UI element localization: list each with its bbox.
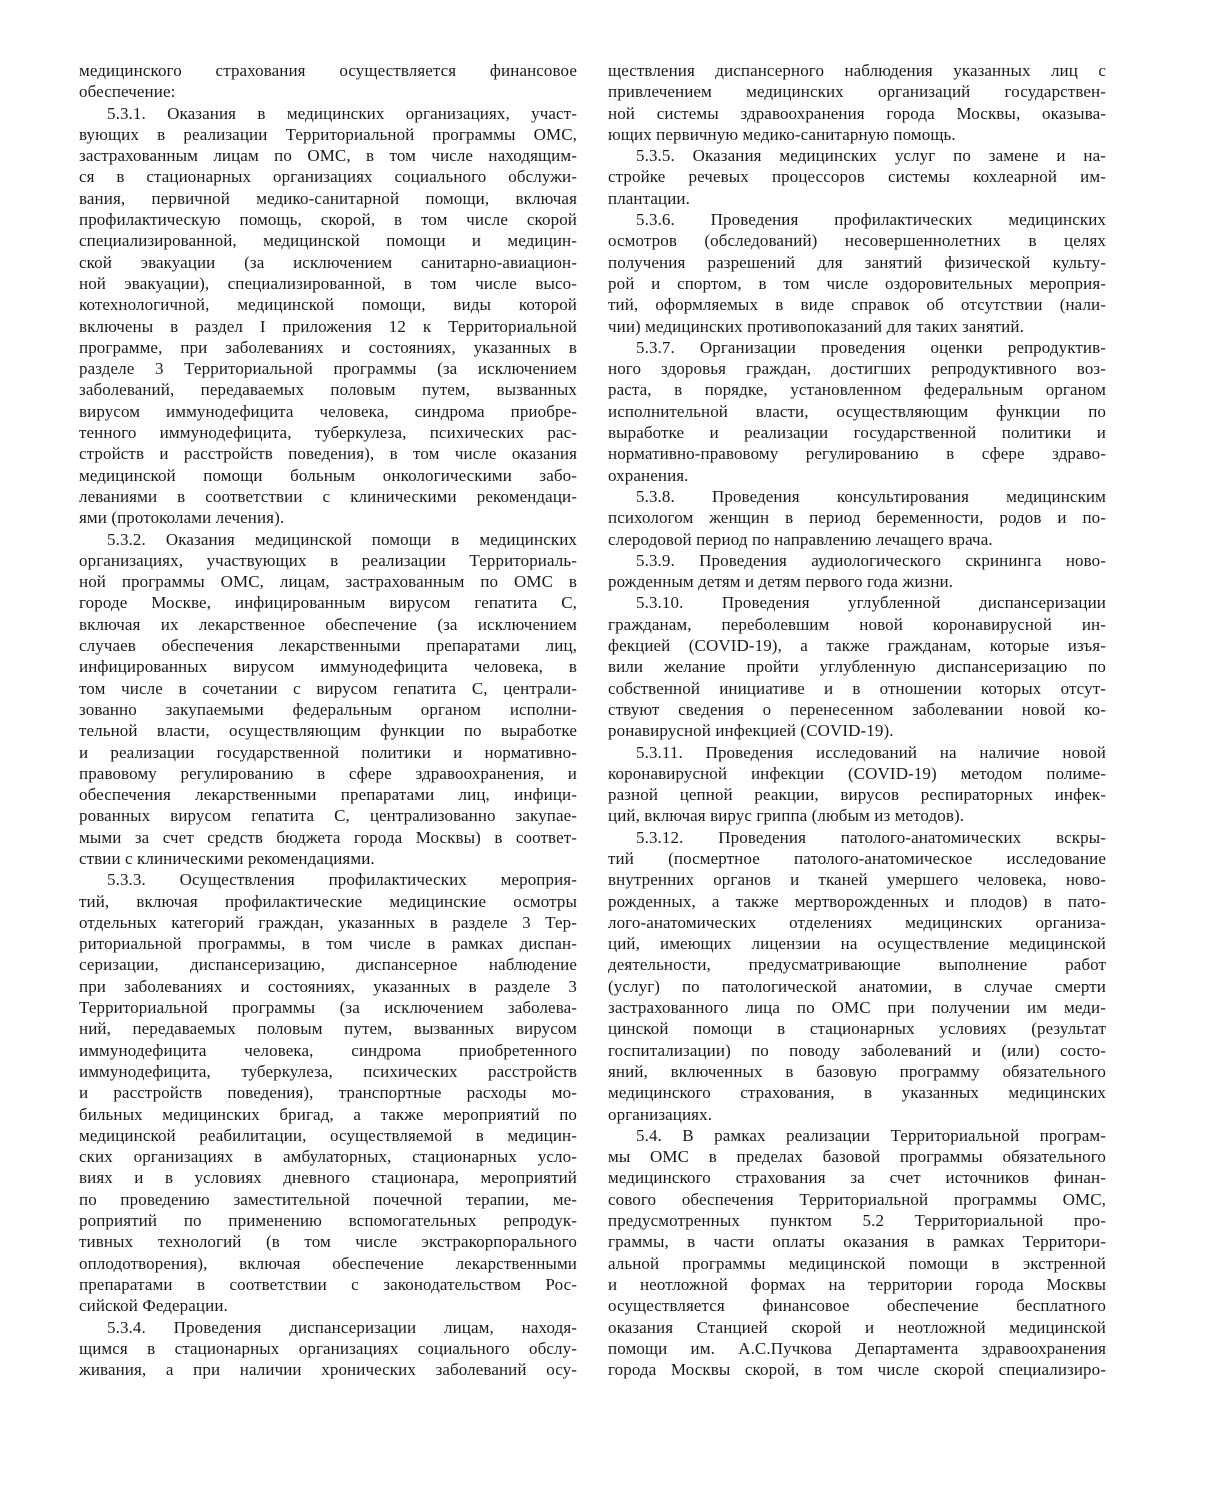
text-line: ний, передаваемых половым путем, вызванных вирусом <box>79 1019 577 1039</box>
text-line: вирусом иммунодефицита человека, синдрома приобре- <box>79 401 577 421</box>
paragraph <box>608 827 1106 1125</box>
text-line: включены в раздел I приложения 12 к Территориальной <box>79 316 577 336</box>
text-line: живания, а при наличии хронических заболеваний осу- <box>79 1360 577 1380</box>
text-line: ронавирусной инфекцией (COVID-19). <box>608 721 894 741</box>
text-line: внутренних органов и тканей умершего человека, ново- <box>608 870 1106 890</box>
text-line: 5.3.7. Организации проведения оценки репродуктив- <box>636 337 1106 357</box>
text-line: организациях, участвующих в реализации Территориаль- <box>79 550 577 570</box>
text-line: 5.3.1. Оказания в медицинских организациях, участ- <box>107 103 577 123</box>
text-column-left <box>79 60 577 1380</box>
text-line: леваниями в соответствии с клиническими рекомендаци- <box>79 486 577 506</box>
text-line: ями (протоколами лечения). <box>79 508 285 528</box>
text-line: граммы, в части оплаты оказания в рамках Территори- <box>608 1232 1106 1252</box>
text-line: 5.3.4. Проведения диспансеризации лицам, находя- <box>107 1317 577 1337</box>
text-line: 5.3.5. Оказания медицинских услуг по замене и на- <box>636 146 1106 166</box>
text-line: тий, включая профилактические медицинские осмотры <box>79 891 577 911</box>
text-line: 5.3.6. Проведения профилактических медицинских <box>636 210 1106 230</box>
text-line: том числе в сочетании с вирусом гепатита С, централи- <box>79 678 577 698</box>
text-line: застрахованным лицам по ОМС, в том числе находящим- <box>79 146 577 166</box>
text-line: 5.3.9. Проведения аудиологического скрининга ново- <box>636 550 1106 570</box>
text-line: охранения. <box>608 465 689 485</box>
text-line: собственной инициативе и в отношении которых отсут- <box>608 678 1106 698</box>
text-line: медицинского страхования осуществляется финансовое <box>79 61 577 80</box>
text-line: (услуг) по патологической анатомии, в случае смерти <box>608 976 1106 996</box>
text-line: ций, имеющих лицензии на осуществление медицинской <box>608 934 1106 954</box>
text-line: ся в стационарных организациях социального обслужи- <box>79 167 577 187</box>
text-line: слеродовой период по направлению лечащего врача. <box>608 529 993 549</box>
text-line: профилактическую помощь, скорой, в том числе скорой <box>79 210 577 230</box>
text-line: ной эвакуации), специализированной, в том числе высо- <box>79 273 577 293</box>
paragraph <box>608 550 1106 593</box>
text-line: ствии с клиническими рекомендациями. <box>79 848 375 868</box>
text-line: медицинской реабилитации, осуществляемой в медицин- <box>79 1125 577 1145</box>
text-line: рожденных, а также мертворожденных и плодов) в пато- <box>608 891 1106 911</box>
text-line: оплодотворения), включая обеспечение лекарственными <box>79 1253 577 1273</box>
text-line: ствуют сведения о перенесенном заболевании новой ко- <box>608 699 1106 719</box>
paragraph <box>79 60 577 103</box>
text-line: щимся в стационарных организациях социального обслу- <box>79 1338 577 1358</box>
text-line: 5.3.11. Проведения исследований на наличие новой <box>636 742 1106 762</box>
text-line: отдельных категорий граждан, указанных в разделе 3 Тер- <box>79 912 577 932</box>
text-line: медицинского страхования за счет источников финан- <box>608 1168 1106 1188</box>
text-line: медицинской помощи больным онкологическими забо- <box>79 465 577 485</box>
text-columns <box>79 60 1106 1380</box>
text-line: разделе 3 Территориальной программы (за исключением <box>79 359 577 379</box>
text-line: Территориальной программы (за исключением заболева- <box>79 998 577 1018</box>
paragraph <box>608 592 1106 741</box>
text-line: сийской Федерации. <box>79 1296 228 1316</box>
text-line: вания, первичной медико-санитарной помощи, включая <box>79 188 577 208</box>
text-line: получения разрешений для занятий физической культу- <box>608 252 1106 272</box>
text-line: зованно закупаемыми федеральным органом исполни- <box>79 699 577 719</box>
text-line: случаев обеспечения лекарственными препаратами лиц, <box>79 636 577 656</box>
text-line: оказания Станцией скорой и неотложной медицинской <box>608 1317 1106 1337</box>
text-line: вующих в реализации Территориальной программы ОМС, <box>79 124 577 144</box>
text-line: застрахованного лица по ОМС при получении им меди- <box>608 998 1106 1018</box>
text-line: заболеваний, передаваемых половым путем, вызванных <box>79 380 577 400</box>
text-line: рованных вирусом гепатита С, централизованно закупае- <box>79 806 577 826</box>
text-line: медицинского страхования, в указанных медицинских <box>608 1083 1106 1103</box>
text-line: 5.4. В рамках реализации Территориальной програм- <box>636 1125 1106 1145</box>
text-line: включая их лекарственное обеспечение (за исключением <box>79 614 577 634</box>
text-line: фекцией (COVID-19), а также гражданам, которые изъя- <box>608 636 1106 656</box>
text-line: яний, включенных в базовую программу обязательного <box>608 1061 1106 1081</box>
text-column-right <box>608 60 1106 1380</box>
text-line: ществления диспансерного наблюдения указанных лиц с <box>608 61 1106 80</box>
text-line: иммунодефицита человека, синдрома приобретенного <box>79 1040 577 1060</box>
text-line: разной цепной реакции, вирусов респираторных инфек- <box>608 785 1106 805</box>
text-line: исполнительной власти, осуществляющим функции по <box>608 401 1106 421</box>
text-line: тельной власти, осуществляющим функции по выработке <box>79 721 577 741</box>
text-line: и реализации государственной политики и нормативно- <box>79 742 577 762</box>
text-line: обеспечение: <box>79 82 176 102</box>
text-line: тенного иммунодефицита, туберкулеза, психических рас- <box>79 423 577 443</box>
text-line: психологом женщин в период беременности, родов и по- <box>608 508 1106 528</box>
text-line: 5.3.8. Проведения консультирования медицинским <box>636 486 1106 506</box>
text-line: роприятий по применению вспомогательных репродук- <box>79 1211 577 1231</box>
text-line: выработке и реализации государственной политики и <box>608 423 1106 443</box>
text-line: ций, включая вирус гриппа (любым из методов). <box>608 806 965 826</box>
text-line: сового обеспечения Территориальной программы ОМС, <box>608 1189 1106 1209</box>
text-line: тивных технологий (в том числе экстракорпорального <box>79 1232 577 1252</box>
text-line: специализированной, медицинской помощи и медицин- <box>79 231 577 251</box>
text-line: 5.3.3. Осуществления профилактических мероприя- <box>107 870 577 890</box>
text-line: рой и спортом, в том числе оздоровительных мероприя- <box>608 273 1106 293</box>
text-line: ного здоровья граждан, достигших репродуктивного воз- <box>608 359 1106 379</box>
text-line: при заболеваниях и состояниях, указанных в разделе 3 <box>79 976 577 996</box>
text-line: и неотложной формах на территории города Москвы <box>608 1274 1106 1294</box>
text-line: чии) медицинских противопоказаний для таких занятий. <box>608 316 1024 336</box>
text-line: организациях. <box>608 1104 713 1124</box>
text-line: помощи им. А.С.Пучкова Департамента здравоохранения <box>608 1338 1106 1358</box>
text-line: цинской помощи в стационарных условиях (результат <box>608 1019 1106 1039</box>
text-line: инфицированных вирусом иммунодефицита человека, в <box>79 657 577 677</box>
text-line: деятельности, предусматривающие выполнение работ <box>608 955 1106 975</box>
paragraph <box>79 869 577 1316</box>
text-line: по проведению заместительной почечной терапии, ме- <box>79 1189 577 1209</box>
text-line: стройств и расстройств поведения), в том числе оказания <box>79 444 577 464</box>
text-line: гражданам, переболевшим новой коронавирусной ин- <box>608 614 1106 634</box>
text-line: тий, оформляемых в виде справок об отсутствии (нали- <box>608 295 1106 315</box>
text-line: мыми за счет средств бюджета города Москвы) в соответ- <box>79 827 577 847</box>
text-line: правовому регулированию в сфере здравоохранения, и <box>79 763 577 783</box>
text-line: лого-анатомических отделениях медицинских организа- <box>608 912 1106 932</box>
text-line: привлечением медицинских организаций государствен- <box>608 82 1106 102</box>
text-line: ских организациях в амбулаторных, стационарных усло- <box>79 1147 577 1167</box>
text-line: обеспечения лекарственными препаратами лиц, инфици- <box>79 785 577 805</box>
text-line: тий (посмертное патолого-анатомическое исследование <box>608 848 1106 868</box>
text-line: осуществляется финансовое обеспечение бесплатного <box>608 1296 1106 1316</box>
text-line: иммунодефицита, туберкулеза, психических расстройств <box>79 1061 577 1081</box>
text-line: ной системы здравоохранения города Москвы, оказыва- <box>608 103 1106 123</box>
text-line: плантации. <box>608 188 690 208</box>
text-line: 5.3.12. Проведения патолого-анатомических вскры- <box>636 827 1106 847</box>
text-line: осмотров (обследований) несовершеннолетних в целях <box>608 231 1106 251</box>
text-line: бильных медицинских бригад, а также мероприятий по <box>79 1104 577 1124</box>
paragraph <box>608 337 1106 486</box>
text-line: вили желание пройти углубленную диспансеризацию по <box>608 657 1106 677</box>
text-line: ской эвакуации (за исключением санитарно-авиацион- <box>79 252 577 272</box>
text-line: ющих первичную медико-санитарную помощь. <box>608 124 956 144</box>
paragraph <box>608 742 1106 827</box>
text-line: и расстройств поведения), транспортные расходы мо- <box>79 1083 577 1103</box>
text-line: мы ОМС в пределах базовой программы обязательного <box>608 1147 1106 1167</box>
text-line: 5.3.2. Оказания медицинской помощи в медицинских <box>107 529 577 549</box>
paragraph <box>608 209 1106 337</box>
text-line: препаратами в соответствии с законодательством Рос- <box>79 1274 577 1294</box>
text-line: раста, в порядке, установленном федеральным органом <box>608 380 1106 400</box>
text-line: городе Москве, инфицированным вирусом гепатита С, <box>79 593 577 613</box>
text-line: рожденным детям и детям первого года жизни. <box>608 572 954 592</box>
paragraph <box>608 145 1106 209</box>
text-line: серизации, диспансеризацию, диспансерное наблюдение <box>79 955 577 975</box>
text-line: нормативно-правовому регулированию в сфере здраво- <box>608 444 1106 464</box>
text-line: альной программы медицинской помощи в экстренной <box>608 1253 1106 1273</box>
text-line: коронавирусной инфекции (COVID-19) методом полиме- <box>608 763 1106 783</box>
paragraph <box>608 60 1106 145</box>
text-line: программе, при заболеваниях и состояниях, указанных в <box>79 337 577 357</box>
paragraph <box>79 103 577 529</box>
text-line: ной программы ОМС, лицам, застрахованным по ОМС в <box>79 572 577 592</box>
text-line: виях и в условиях дневного стационара, мероприятий <box>79 1168 577 1188</box>
paragraph <box>79 529 577 870</box>
text-line: риториальной программы, в том числе в рамках диспан- <box>79 934 577 954</box>
paragraph <box>79 1317 577 1381</box>
paragraph <box>608 486 1106 550</box>
text-line: города Москвы скорой, в том числе скорой специализиро- <box>608 1360 1106 1380</box>
text-line: котехнологичной, медицинской помощи, виды которой <box>79 295 577 315</box>
text-line: стройке речевых процессоров системы кохлеарной им- <box>608 167 1106 187</box>
text-line: госпитализации) по поводу заболеваний и (или) состо- <box>608 1040 1106 1060</box>
text-line: предусмотренных пунктом 5.2 Территориальной про- <box>608 1211 1106 1231</box>
text-line: 5.3.10. Проведения углубленной диспансеризации <box>636 593 1106 613</box>
paragraph <box>608 1125 1106 1381</box>
